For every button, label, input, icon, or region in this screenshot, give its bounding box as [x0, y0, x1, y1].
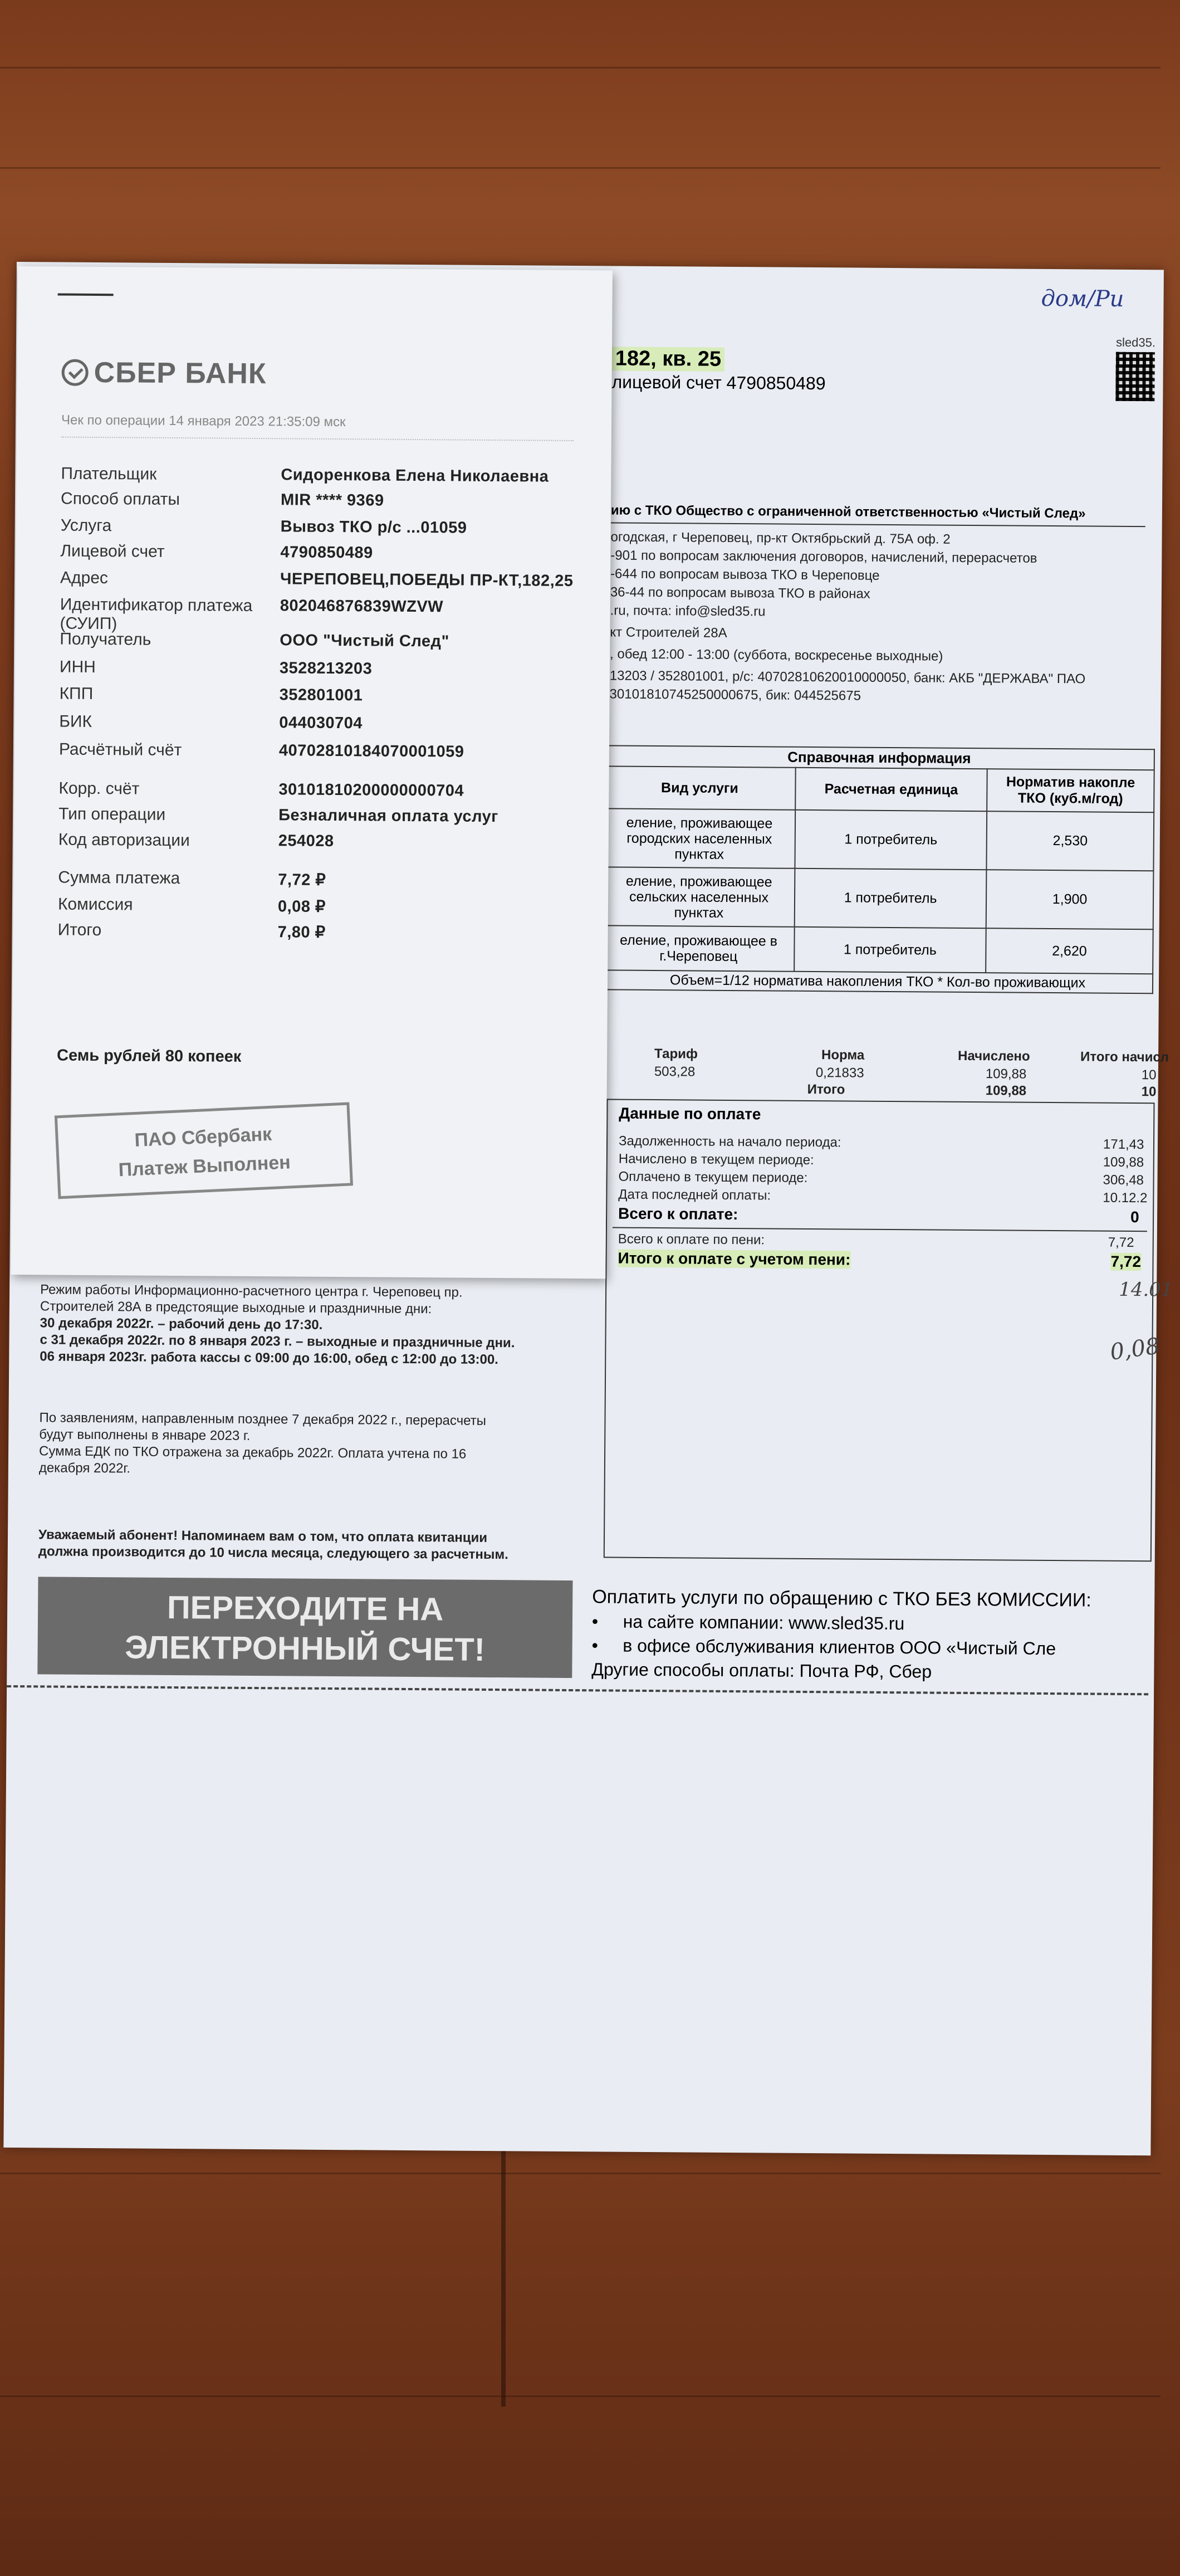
sber-receipt — [11, 266, 613, 1279]
receipt-row-value: 802046876839WZVW — [280, 597, 444, 616]
receipt-row-label: Лицевой счет — [60, 541, 165, 561]
receipt-row-value: Сидоренкова Елена Николаевна — [281, 466, 549, 486]
cut-line — [7, 1685, 1148, 1695]
site-small: sled35. — [1115, 335, 1156, 350]
payment-panel: Данные по оплате Задолженность на начало периода: 171,43 Начислено в текущем периоде: 109,88 Оплачено в текущем периоде: 306,48 Дата последней оплаты: 10.12.2 Всего к оплате: 0 Всего к оплате по пени: 7,72 Итого к оплате с учетом пени: 7,72 14.01 0,08 — [604, 1099, 1155, 1562]
reminder-block: Уважаемый абонент! Напоминаем вам о том, что оплата квитанции должна производится до 10 числа месяца, следующего за расчетным. — [38, 1527, 508, 1563]
provider-title: ию с ТКО Общество с ограниченной ответственностью «Чистый След» — [610, 502, 1086, 521]
receipt-row-value: ООО "Чистый След" — [280, 631, 449, 651]
sber-logo: СБЕР БАНК — [61, 356, 266, 391]
qr-code-icon — [1115, 352, 1155, 401]
bullet-icon: • — [591, 1611, 599, 1632]
table-row: еление, проживающее городских населенных пунктах 1 потребитель 2,530 — [603, 808, 1154, 871]
receipt-row-label: Тип операции — [58, 804, 166, 824]
handwriting-commission: 0,08 — [1108, 1333, 1162, 1365]
table-row: еление, проживающее в г.Череповец 1 потребитель 2,620 — [603, 925, 1153, 974]
receipt-row-value: 254028 — [278, 832, 334, 850]
receipt-row-label: Сумма платежа — [58, 868, 180, 888]
amount-words: Семь рублей 80 копеек — [57, 1046, 242, 1066]
notice-block: Режим работы Информационно-расчетного центра г. Череповец пр. Строителей 28А в предстоящие выходные и праздничные дни: 30 декабря 2022г. – рабочий день до 17:30. с 31 декабря 2022г. по 8 января 2023 г. – выходные и праздничные дни. 06 января 2023г. работа кассы с 09:00 до 16:00, обед с 12:00 до 13:00. — [40, 1282, 515, 1368]
address-line: 182, кв. 25 — [612, 347, 725, 371]
receipt-row-label: Корр. счёт — [58, 779, 140, 798]
receipt-row-value: Вывоз ТКО р/с ...01059 — [280, 518, 467, 537]
receipt-row-value: ЧЕРЕПОВЕЦ,ПОБЕДЫ ПР-КТ,182,25 — [280, 570, 574, 590]
receipt-row-label: БИК — [59, 712, 92, 731]
receipt-row-value: 352801001 — [279, 686, 363, 705]
provider-info: огодская, г Череповец, пр-кт Октябрьский д. 75А оф. 2 -901 по вопросам заключения договоров, начислений, перерасчетов -644 по вопросам вывоза ТКО в Череповце 36-44 по вопросам вывоза ТКО в районах .ru, почта: info@sled35.ru кт Строителей 28А , обед 12:00 - 13:00 (суббота, воскресенье выходные) 13203 / 352801001, р/с: 40702810620010000050, банк: АКБ "ДЕРЖАВА" ПАО 30101810745250000675, бик: 044525675 — [609, 529, 1086, 704]
receipt-row-value: 044030704 — [279, 714, 363, 733]
reference-footnote: Объем=1/12 норматива накопления ТКО * Кол-во проживающих — [603, 970, 1153, 993]
pay-info: Оплатить услуги по обращению с ТКО БЕЗ КОМИССИИ: • на сайте компании: www.sled35.ru • в офисе обслуживания клиентов ООО «Чистый Сле Другие способы оплаты: Почта РФ, Сбер — [591, 1586, 1091, 1682]
receipt-row-value: 4790850489 — [280, 543, 373, 562]
receipt-row-label: Услуга — [60, 516, 112, 535]
receipt-row-label: Комиссия — [57, 895, 133, 914]
recalc-block: По заявлениям, направленным позднее 7 декабря 2022 г., перерасчеты будут выполнены в январе 2023 г. Сумма ЕДК по ТКО отражена за декабрь 2022г. Оплата учтена по 16 декабря 2022г. — [38, 1410, 487, 1476]
receipt-row-value: 3528213203 — [279, 659, 373, 678]
sber-check-icon — [62, 359, 89, 386]
e-bill-banner: ПЕРЕХОДИТЕ НА ЭЛЕКТРОННЫЙ СЧЕТ! — [37, 1577, 572, 1678]
receipt-row-label: Итого — [57, 920, 102, 940]
receipt-row-value: 30101810200000000704 — [278, 780, 464, 800]
table-row: еление, проживающее сельских населенных пунктах 1 потребитель 1,900 — [603, 867, 1154, 929]
receipt-row-label: Получатель — [60, 630, 151, 649]
account-line: лицевой счет 4790850489 — [611, 372, 826, 394]
receipt-row-label: Адрес — [60, 568, 109, 588]
reference-table: Справочная информация Вид услуги Расчетная единица Норматив накопле ТКО (куб.м/год) еление, проживающее городских населенных пунктах 1 потребитель 2,530 еление, проживающее сельских населенных пунктах 1 потребитель 1,900 еление, проживающее в г.Череповец 1 потребитель 2,620 Объем=1/12 норматива накопления ТКО * Кол-во проживающих — [602, 745, 1155, 994]
calc-table: Тариф Норма Начислено Итого начисл 503,28 0,21833 109,88 10 Итого 109,88 10 — [654, 1046, 1169, 1100]
receipt-row-value: 7,72 ₽ — [278, 871, 326, 889]
handwriting-top: дом/Ри — [1041, 285, 1124, 312]
receipt-row-label: КПП — [59, 684, 94, 703]
receipt-row-label: ИНН — [59, 657, 96, 676]
payment-stamp: ПАО Сбербанк Платеж Выполнен — [55, 1102, 353, 1199]
receipt-row-label: Идентификатор платежа (СУИП) — [60, 595, 253, 633]
payment-title: Данные по оплате — [619, 1104, 761, 1123]
receipt-row-label: Плательщик — [61, 464, 157, 484]
handwriting-date: 14.01 — [1119, 1278, 1173, 1301]
reference-table-title: Справочная информация — [604, 745, 1154, 770]
receipt-row-value: 40702810184070001059 — [278, 741, 464, 761]
receipt-row-value: 0,08 ₽ — [277, 897, 326, 916]
bullet-icon: • — [591, 1635, 599, 1656]
operation-check: Чек по операции 14 января 2023 21:35:09 мск — [61, 412, 346, 430]
receipt-row-value: Безналичная оплата услуг — [278, 806, 498, 826]
receipt-row-label: Расчётный счёт — [58, 740, 182, 760]
receipt-row-value: 7,80 ₽ — [277, 923, 326, 941]
receipt-row-label: Способ оплаты — [60, 489, 180, 509]
receipt-row-label: Код авторизации — [58, 830, 190, 850]
receipt-row-value: MIR **** 9369 — [280, 491, 384, 510]
